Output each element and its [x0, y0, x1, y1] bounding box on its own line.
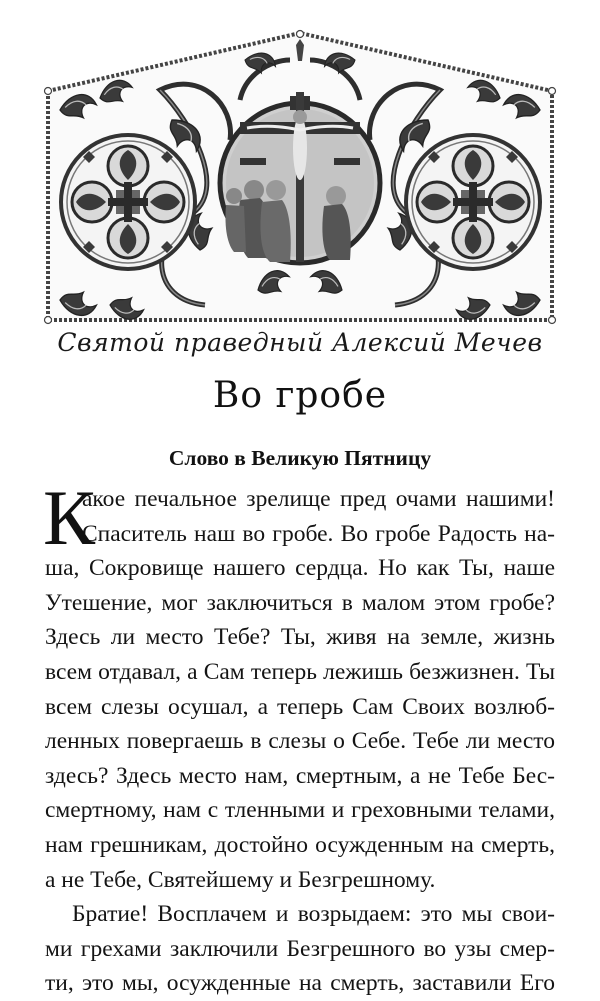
- text-line: всем отдавал, а Сам теперь лежишь безжизнен. Ты: [45, 658, 555, 685]
- text-line: смертному, нам с тленными и греховными телами,: [45, 797, 555, 824]
- text-line: ленных повергаешь в слезы о Себе. Тебе ли место: [45, 728, 555, 755]
- cross-medallion-left: [61, 135, 195, 269]
- drop-cap: К: [43, 474, 96, 561]
- text-line: Здесь ли место Тебе? Ты, живя на земле, жизнь: [45, 624, 555, 651]
- ornamental-headpiece: [0, 0, 600, 330]
- text-line: ми грехами заключили Безгрешного во узы смер-: [45, 935, 555, 962]
- cross-medallion-right: [406, 135, 540, 269]
- body-text: [43, 474, 555, 1001]
- text-line: ша, Сокровище нашего сердца. Но как Ты, наше: [45, 555, 555, 582]
- section-subtitle: Слово в Великую Пятницу: [168, 446, 432, 470]
- text-line: Утешение, мог заключиться в малом этом гробе?: [45, 589, 555, 616]
- text-line: здесь? Здесь место нам, смертным, а не Тебе Бес-: [45, 762, 555, 789]
- text-line: нам грешникам, достойно осужденным на смерть,: [45, 831, 555, 858]
- author-line: Святой праведный Алексий Мечев: [57, 328, 543, 357]
- text-line: Братие! Восплачем и возрыдаем: это мы свои-: [72, 901, 555, 928]
- text-line: Спаситель наш во гробе. Во гробе Радость на-: [82, 520, 555, 547]
- text-line: ти, это мы, осужденные на смерть, заставили Его: [45, 970, 555, 997]
- text-line: всем слезы осушал, а теперь Сам Своих возлюб-: [45, 693, 555, 720]
- text-line: акое печальное зрелище пред очами нашими!: [82, 486, 555, 512]
- text-line: а не Тебе, Святейшему и Безгрешному.: [45, 866, 436, 893]
- page-title: Во гробе: [212, 375, 388, 416]
